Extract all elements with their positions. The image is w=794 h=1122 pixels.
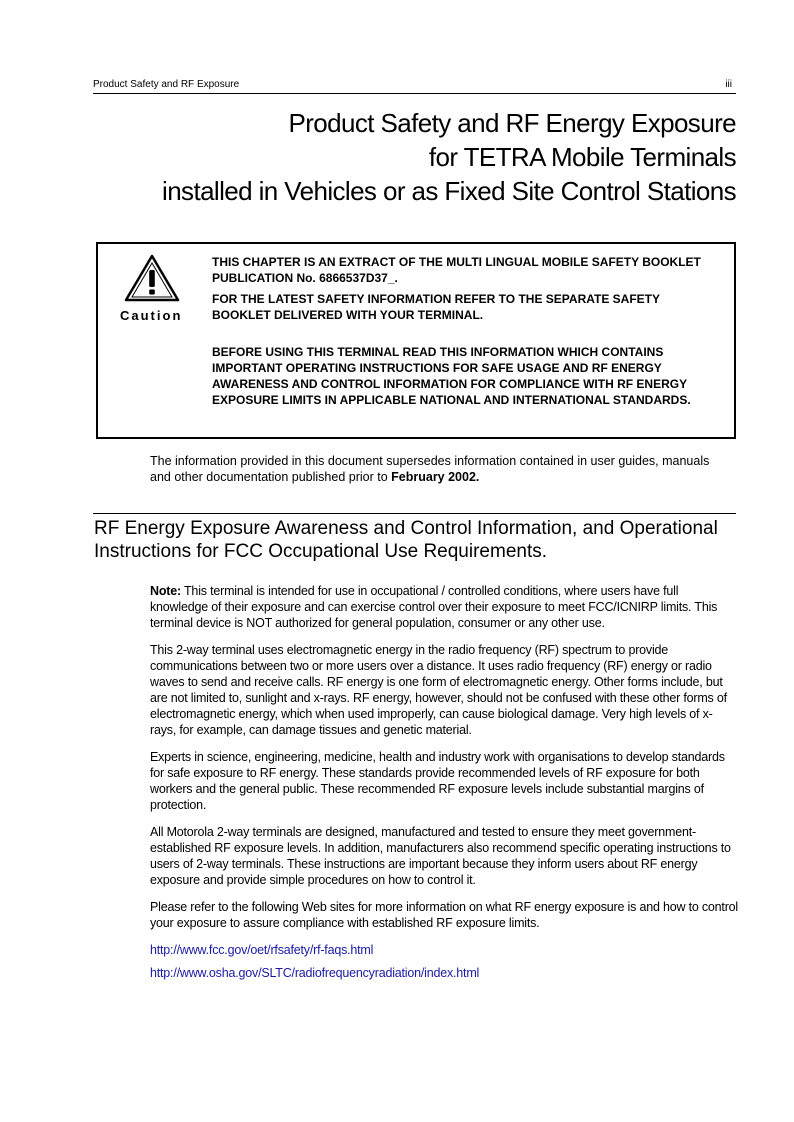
fcc-link[interactable]: http://www.fcc.gov/oet/rfsafety/rf-faqs.html: [150, 943, 374, 957]
supersede-statement: [150, 453, 730, 485]
section-divider: [93, 513, 736, 514]
caution-paragraph-1: THIS CHAPTER IS AN EXTRACT OF THE MULTI LINGUAL MOBILE SAFETY BOOKLET PUBLICATION No. 6866537D37_.: [212, 255, 701, 285]
chapter-title-line-3: installed in Vehicles or as Fixed Site Control Stations: [162, 176, 736, 206]
caution-label: Caution: [120, 308, 183, 323]
osha-link[interactable]: http://www.osha.gov/SLTC/radiofrequencyradiation/index.html: [150, 966, 480, 980]
caution-paragraph-2: FOR THE LATEST SAFETY INFORMATION REFER TO THE SEPARATE SAFETY BOOKLET DELIVERED WITH YOUR TERMINAL.: [212, 292, 660, 322]
running-title: Product Safety and RF Exposure: [93, 79, 240, 90]
running-header: [93, 79, 736, 94]
body-paragraph-1: This 2-way terminal uses electromagnetic energy in the radio frequency (RF) spectrum to provide communications between two or more users over a distance. It uses radio frequency (RF) energy or radio waves to send and receive calls. RF energy is one form of electromagnetic energy. Other forms include, but are not limited to, sunlight and x-rays. RF energy, however, should not be confused with these other forms of electromagnetic energy, which when used improperly, can cause biological damage. Very high levels of x-rays, for example, can damage tissues and genetic material.: [150, 643, 727, 737]
note-text: This terminal is intended for use in occupational / controlled conditions, where users have full knowledge of their exposure and can exercise control over their exposure to meet FCC/ICNIRP limits. This terminal device is NOT authorized for general population, consumer or any other use.: [150, 584, 718, 630]
note-label: Note:: [150, 584, 181, 598]
caution-text: [212, 254, 712, 408]
chapter-title-line-2: for TETRA Mobile Terminals: [428, 142, 736, 172]
body-paragraph-4: Please refer to the following Web sites for more information on what RF energy exposure is and how to control your exposure to assure compliance with established RF exposure limits.: [150, 900, 738, 930]
caution-paragraph-3: BEFORE USING THIS TERMINAL READ THIS INFORMATION WHICH CONTAINS IMPORTANT OPERATING INSTRUCTIONS FOR SAFE USAGE AND RF ENERGY AWARENESS AND CONTROL INFORMATION FOR COMPLIANCE WITH RF ENERGY EXPOSURE LIMITS IN APPLICABLE NATIONAL AND INTERNATIONAL STANDARDS.: [212, 345, 691, 407]
section-heading: RF Energy Exposure Awareness and Control Information, and Operational Instructions for FCC Occupational Use Requirements.: [94, 518, 718, 562]
warning-triangle-icon: [124, 254, 180, 302]
chapter-title-line-1: Product Safety and RF Energy Exposure: [288, 108, 736, 138]
note-paragraph: [150, 583, 738, 631]
supersede-date: February 2002.: [391, 470, 480, 484]
section-body: [150, 583, 738, 988]
page-number: iii: [725, 79, 732, 90]
body-paragraph-3: All Motorola 2-way terminals are designed, manufactured and tested to ensure they meet government-established RF exposure levels. In addition, manufacturers also recommend specific operating instructions to users of 2-way terminals. These instructions are important because they inform users about RF energy exposure and provide simple procedures on how to control it.: [150, 825, 731, 887]
body-paragraph-2: Experts in science, engineering, medicine, health and industry work with organisations to develop standards for safe exposure to RF energy. These standards provide recommended levels of RF exposure for both workers and the general public. These recommended RF exposure levels include substantial margins of protection.: [150, 750, 725, 812]
chapter-title: [76, 106, 736, 208]
supersede-text: The information provided in this document supersedes information contained in user guides, manuals and other documentation published prior to: [150, 454, 710, 484]
caution-box: [96, 242, 736, 439]
